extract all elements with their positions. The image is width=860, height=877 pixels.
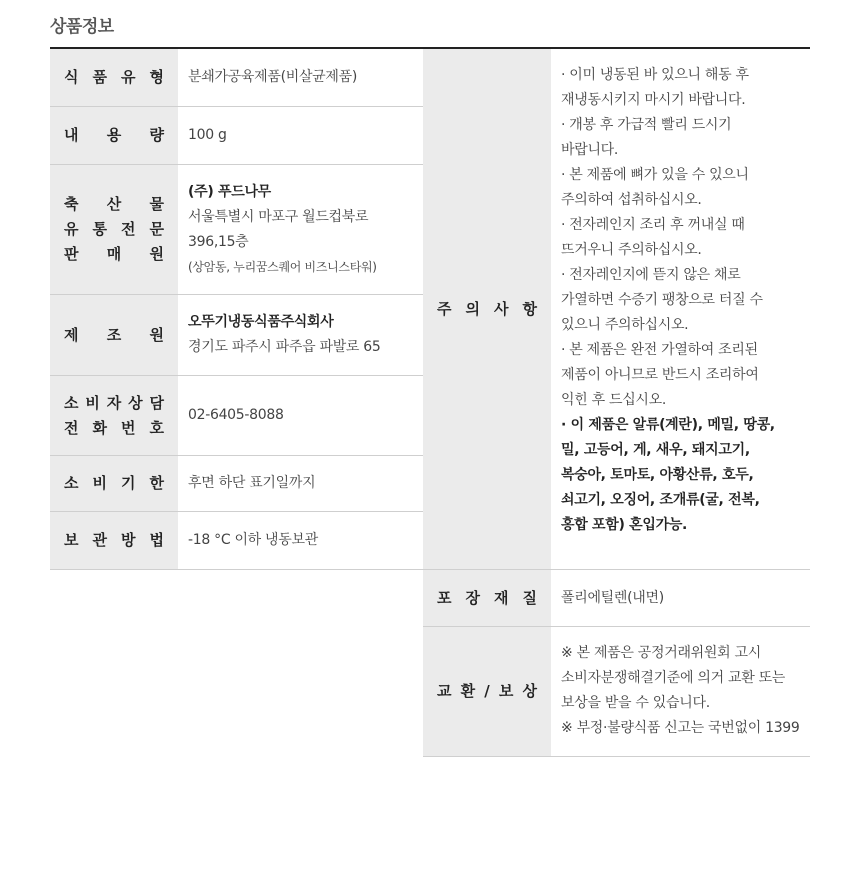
caution-line: 제품이 아니므로 반드시 조리하여: [561, 367, 759, 383]
row-manufacturer: [50, 295, 423, 376]
label-line: 주 의 사 항: [437, 299, 537, 318]
exchange-line: ※ 본 제품은 공정거래위원회 고시: [561, 645, 761, 661]
label-line: 유 통 전 문: [64, 220, 164, 238]
caution-line: · 전자레인지에 뜯지 않은 채로: [561, 267, 741, 283]
allergen-line: 밀, 고등어, 게, 새우, 돼지고기,: [561, 442, 750, 458]
row-consumer-phone: [50, 376, 423, 456]
allergen-line: 홍합 포함) 혼입가능.: [561, 517, 688, 533]
row-value: [551, 49, 810, 569]
allergen-line: · 이 제품은 알류(계란), 메밀, 땅콩,: [561, 417, 775, 433]
caution-line: · 이미 냉동된 바 있으니 해동 후: [561, 67, 749, 83]
food-type-value: 분쇄가공육제품(비살균제품): [188, 69, 358, 85]
label-line: 내 용 량: [64, 126, 164, 144]
label-line: 소 비 자 상 담: [64, 393, 164, 412]
row-label: [50, 376, 178, 455]
caution-line: · 전자레인지 조리 후 꺼내실 때: [561, 217, 745, 233]
row-label: [50, 107, 178, 164]
expiry-value: 후면 하단 표기일까지: [188, 475, 316, 491]
row-label: [423, 570, 551, 626]
row-distributor: [50, 165, 423, 295]
row-label: [50, 512, 178, 569]
row-caution: [423, 49, 810, 570]
exchange-line: 보상을 받을 수 있습니다.: [561, 695, 710, 711]
row-value: [551, 627, 810, 756]
distributor-address: 서울특별시 마포구 월드컵북로 396,15층: [188, 208, 369, 250]
label-line: 제 조 원: [64, 325, 164, 344]
row-value: [178, 456, 423, 511]
row-packaging: [423, 570, 810, 627]
packaging-value: 폴리에틸렌(내면): [561, 589, 664, 606]
section-title: 상품정보: [50, 17, 114, 37]
storage-value: -18 °C 이하 냉동보관: [188, 532, 318, 548]
distributor-name: (주) 푸드나무: [188, 183, 271, 200]
caution-text: [561, 63, 800, 538]
info-table-left: [50, 49, 423, 570]
row-label: [50, 165, 178, 294]
label-line: 보 관 방 법: [64, 531, 164, 549]
caution-line: 주의하여 섭취하십시오.: [561, 192, 702, 208]
row-expiry: [50, 456, 423, 512]
exchange-line: ※ 부정·불량식품 신고는 국번없이 1399: [561, 720, 800, 736]
manufacturer-address: 경기도 파주시 파주읍 파발로 65: [188, 339, 381, 355]
manufacturer-name: 오뚜기냉동식품주식회사: [188, 314, 334, 330]
caution-line: · 본 제품에 뼈가 있을 수 있으니: [561, 167, 749, 183]
phone-value: 02-6405-8088: [188, 407, 284, 423]
row-storage: [50, 512, 423, 570]
row-label: [50, 295, 178, 375]
row-value: [178, 512, 423, 569]
row-value: [178, 376, 423, 455]
row-value: [178, 107, 423, 164]
row-value: [178, 49, 423, 106]
label-line: 전 화 번 호: [64, 418, 164, 437]
distributor-address-detail: (상암동, 누리꿈스퀘어 비즈니스타워): [188, 259, 377, 274]
row-value: [178, 165, 423, 294]
exchange-line: 소비자분쟁해결기준에 의거 교환 또는: [561, 670, 786, 686]
row-label: [50, 49, 178, 106]
label-line: 교 환 / 보 상: [437, 682, 537, 700]
caution-line: 재냉동시키지 마시기 바랍니다.: [561, 92, 746, 108]
row-content-amount: [50, 107, 423, 165]
caution-line: 익힌 후 드십시오.: [561, 392, 667, 408]
row-label: [423, 49, 551, 569]
content-amount-value: 100 g: [188, 127, 227, 143]
label-line: 포 장 재 질: [437, 588, 537, 607]
caution-line: 바랍니다.: [561, 142, 619, 158]
allergen-line: 쇠고기, 오징어, 조개류(굴, 전복,: [561, 492, 760, 508]
label-line: 소 비 기 한: [64, 474, 164, 492]
caution-line: 뜨거우니 주의하십시오.: [561, 242, 702, 258]
caution-line: · 개봉 후 가급적 빨리 드시기: [561, 117, 732, 133]
label-line: 식 품 유 형: [64, 68, 164, 86]
row-food-type: [50, 49, 423, 107]
caution-line: · 본 제품은 완전 가열하여 조리된: [561, 342, 758, 358]
row-value: [551, 570, 810, 626]
row-value: [178, 295, 423, 375]
row-exchange: [423, 627, 810, 757]
allergen-line: 복숭아, 토마토, 아황산류, 호두,: [561, 467, 754, 483]
row-label: [423, 627, 551, 756]
label-line: 축 산 물: [64, 195, 164, 213]
label-line: 판 매 원: [64, 245, 164, 263]
row-label: [50, 456, 178, 511]
caution-line: 있으니 주의하십시오.: [561, 317, 689, 333]
caution-line: 가열하면 수증기 팽창으로 터질 수: [561, 292, 763, 308]
